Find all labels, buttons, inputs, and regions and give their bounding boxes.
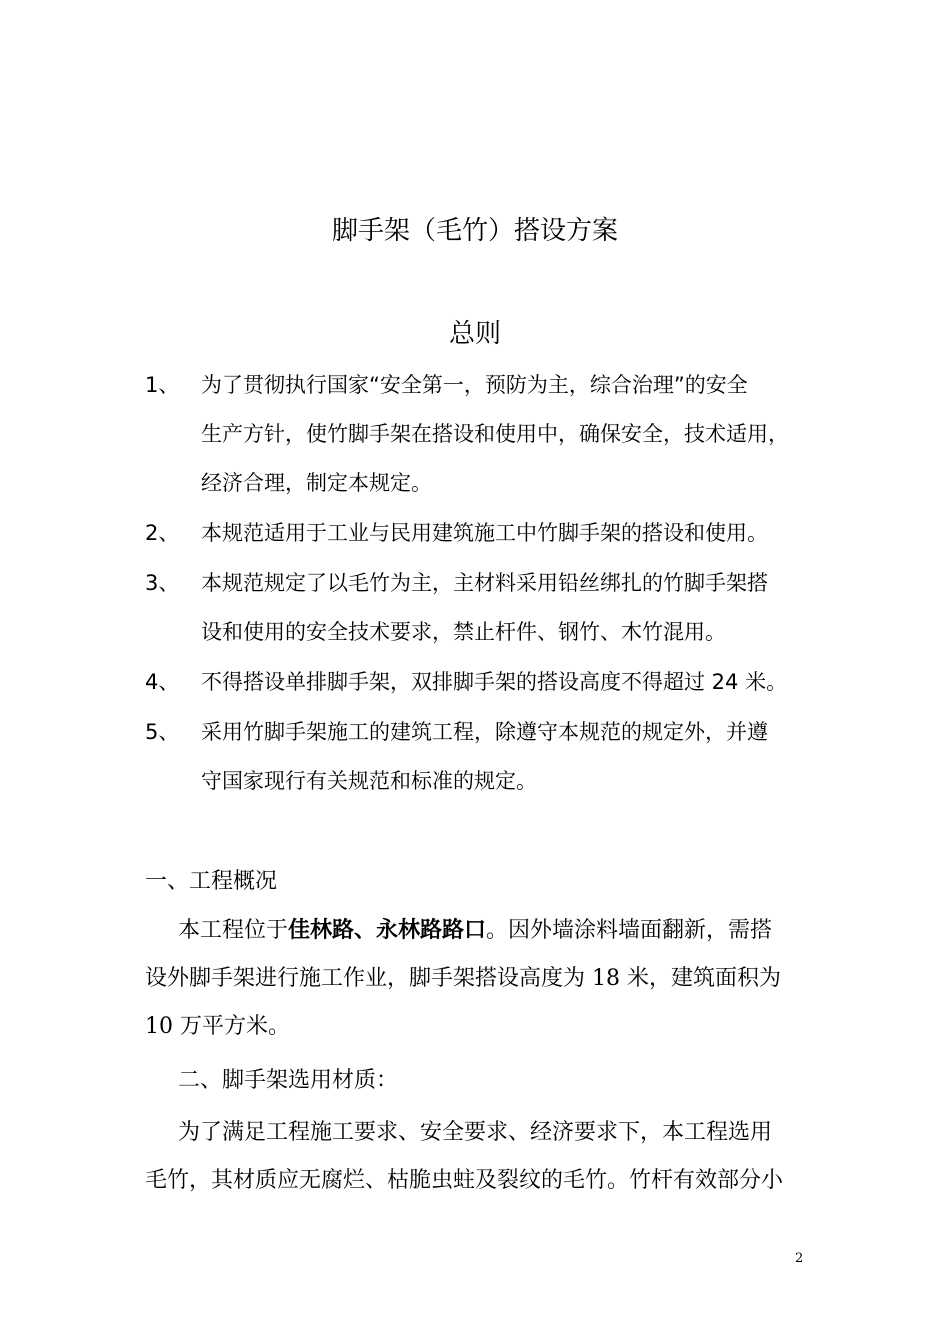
rule-text-line: 本规范规定了以毛竹为主，主材料采用铅丝绑扎的竹脚手架搭 <box>201 571 768 595</box>
rule-item <box>145 559 810 657</box>
rule-text <box>201 658 810 707</box>
rule-number: 5、 <box>145 720 180 744</box>
rule-text-line: 为了贯彻执行国家“安全第一，预防为主，综合治理”的安全 <box>201 373 748 397</box>
rule-text-line: 本规范适用于工业与民用建筑施工中竹脚手架的搭设和使用。 <box>201 521 768 545</box>
section-heading-general: 总则 <box>448 319 501 349</box>
rule-number: 3、 <box>145 571 180 595</box>
rule-number: 1、 <box>145 373 180 397</box>
rule-item <box>145 361 810 508</box>
rule-item <box>145 509 810 558</box>
rule-item <box>145 658 810 707</box>
paragraph-line: 毛竹，其材质应无腐烂、枯脆虫蛀及裂纹的毛竹。竹杆有效部分小 <box>145 1168 784 1193</box>
line-suffix: 。因外墙涂料墙面翻新，需搭 <box>486 918 773 943</box>
paragraph-line: 设外脚手架进行施工作业，脚手架搭设高度为 18 米，建筑面积为 <box>145 966 781 991</box>
rule-text-line: 不得搭设单排脚手架，双排脚手架的搭设高度不得超过 24 米。 <box>201 670 788 694</box>
rule-item <box>145 708 810 806</box>
rule-text-line: 设和使用的安全技术要求，禁止杆件、钢竹、木竹混用。 <box>201 620 726 644</box>
section-one-body <box>145 907 810 1051</box>
line-prefix: 本工程位于 <box>178 918 289 943</box>
paragraph-line <box>145 907 810 955</box>
rule-text-line: 采用竹脚手架施工的建筑工程，除遵守本规范的规定外，并遵 <box>201 720 768 744</box>
rule-text-line: 守国家现行有关规范和标准的规定。 <box>201 769 537 793</box>
rule-text-line: 经济合理，制定本规定。 <box>201 471 432 495</box>
rule-text <box>201 509 810 558</box>
page-number: 2 <box>795 1251 804 1266</box>
rule-text <box>201 708 810 806</box>
project-location: 佳林路、永林路路口 <box>288 918 487 943</box>
section-two-heading: 二、脚手架选用材质： <box>178 1068 399 1093</box>
rule-text-line: 生产方针，使竹脚手架在搭设和使用中，确保安全，技术适用， <box>201 422 789 446</box>
document-title: 脚手架（毛竹）搭设方案 <box>331 216 618 246</box>
paragraph-line: 为了满足工程施工要求、安全要求、经济要求下，本工程选用 <box>178 1120 773 1145</box>
rule-text <box>201 361 810 508</box>
section-two-body <box>145 1109 810 1205</box>
paragraph-line: 10 万平方米。 <box>145 1014 290 1039</box>
section-one-heading: 一、工程概况 <box>145 869 278 894</box>
rule-number: 2、 <box>145 521 180 545</box>
rule-text <box>201 559 810 657</box>
rule-number: 4、 <box>145 670 180 694</box>
